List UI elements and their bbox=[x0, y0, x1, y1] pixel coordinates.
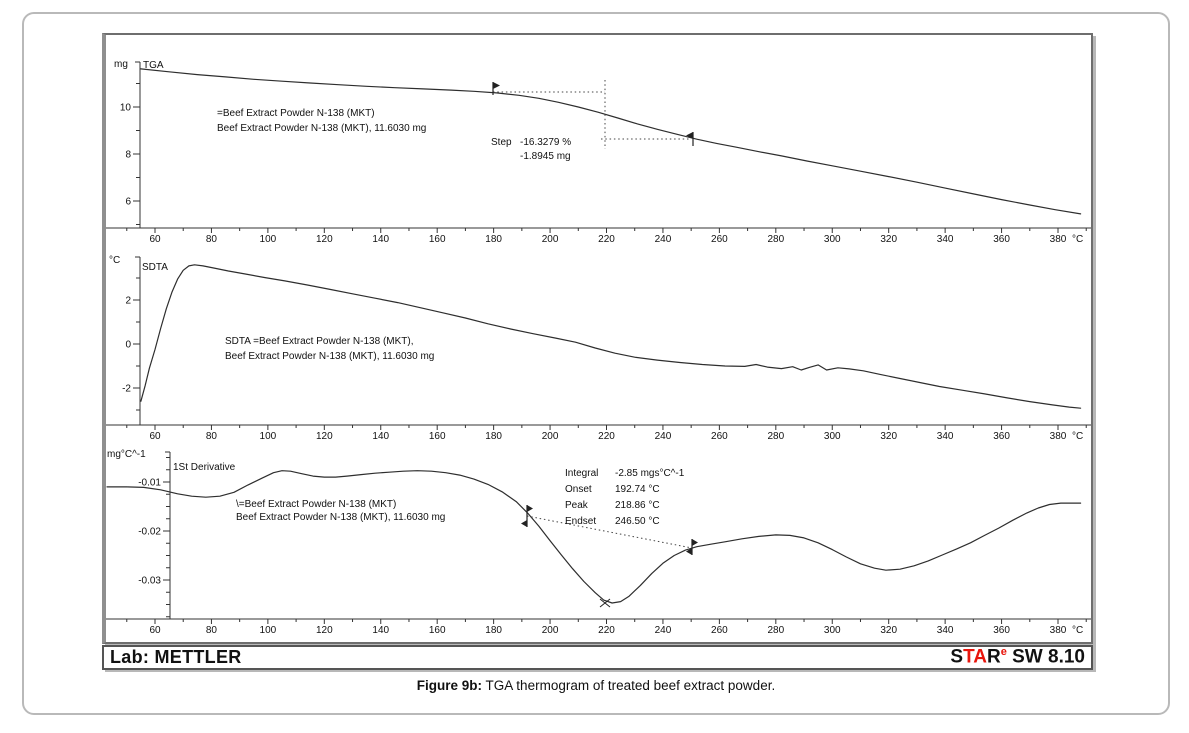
x-tick-label: 80 bbox=[205, 234, 218, 245]
annotation-step_label: Step bbox=[491, 137, 512, 148]
x-tick-label: 360 bbox=[993, 234, 1010, 245]
curve-derivative bbox=[107, 471, 1081, 603]
x-tick-label: 300 bbox=[823, 234, 841, 245]
x-tick-label: 240 bbox=[654, 625, 672, 636]
curve-tga bbox=[141, 69, 1081, 214]
status-bar bbox=[102, 645, 1093, 670]
x-tick-label: 80 bbox=[205, 431, 218, 442]
chart-frame bbox=[102, 33, 1093, 644]
x-tick-label: 200 bbox=[541, 625, 559, 636]
x-tick-label: 360 bbox=[993, 431, 1010, 442]
marker-flag bbox=[692, 539, 698, 546]
logo-part-red: TA bbox=[963, 646, 987, 668]
chart-window bbox=[102, 33, 1093, 670]
y-tick-label: -0.02 bbox=[138, 526, 161, 538]
y-tick-label: -0.03 bbox=[138, 575, 161, 587]
x-tick-label: 320 bbox=[880, 431, 898, 442]
marker-flag bbox=[521, 520, 527, 527]
x-tick-label: 140 bbox=[372, 625, 390, 636]
marker-flag bbox=[527, 505, 533, 512]
figure-caption bbox=[24, 678, 1168, 693]
y-tick-label: -0.01 bbox=[138, 477, 161, 489]
x-tick-label: 100 bbox=[259, 625, 277, 636]
x-tick-label: 300 bbox=[823, 625, 841, 636]
annotation-sample_line2: Beef Extract Powder N-138 (MKT), 11.6030 mg bbox=[225, 351, 435, 362]
x-tick-label: 60 bbox=[149, 234, 161, 245]
x-tick-label: 60 bbox=[149, 431, 161, 442]
logo-suffix: SW 8.10 bbox=[1006, 646, 1085, 668]
curve-title: TGA bbox=[143, 60, 164, 71]
result-label: Integral bbox=[565, 468, 599, 479]
annotation-sample_line1: =Beef Extract Powder N-138 (MKT) bbox=[217, 108, 375, 119]
x-tick-label: 280 bbox=[767, 431, 785, 442]
x-tick-label: 340 bbox=[936, 431, 954, 442]
x-tick-label: 380 bbox=[1049, 625, 1067, 636]
plot-tga bbox=[106, 59, 1091, 245]
caption-label: Figure 9b: bbox=[416, 678, 483, 693]
plot-sdta bbox=[106, 255, 1091, 442]
x-axis-unit-label: °C bbox=[1072, 625, 1084, 636]
x-tick-label: 380 bbox=[1049, 234, 1067, 245]
x-tick-label: 160 bbox=[428, 625, 446, 636]
x-tick-label: 360 bbox=[993, 625, 1010, 636]
thermogram-chart bbox=[106, 35, 1091, 642]
logo-superscript: e bbox=[1000, 646, 1007, 659]
x-tick-label: 260 bbox=[711, 625, 728, 636]
x-tick-label: 100 bbox=[259, 234, 277, 245]
y-tick-label: 10 bbox=[119, 102, 131, 114]
x-axis-unit-label: °C bbox=[1072, 431, 1084, 442]
result-label: Endset bbox=[565, 516, 597, 527]
result-label: Onset bbox=[565, 484, 592, 495]
x-tick-label: 120 bbox=[315, 431, 333, 442]
plot-derivative bbox=[106, 449, 1091, 636]
star-logo bbox=[950, 646, 1085, 668]
x-tick-label: 340 bbox=[936, 625, 954, 636]
x-tick-label: 120 bbox=[315, 625, 333, 636]
annotation-sample_line1: \=Beef Extract Powder N-138 (MKT) bbox=[236, 499, 397, 510]
x-tick-label: 260 bbox=[711, 234, 728, 245]
x-tick-label: 380 bbox=[1049, 431, 1067, 442]
x-tick-label: 120 bbox=[315, 234, 333, 245]
y-tick-label: -2 bbox=[122, 383, 131, 395]
x-tick-label: 260 bbox=[711, 431, 728, 442]
y-tick-label: 0 bbox=[125, 339, 131, 351]
x-tick-label: 340 bbox=[936, 234, 954, 245]
annotation-step_percent: -16.3279 % bbox=[520, 137, 572, 148]
marker-flag bbox=[493, 82, 500, 89]
x-tick-label: 140 bbox=[372, 431, 390, 442]
x-tick-label: 320 bbox=[880, 234, 898, 245]
logo-part-black1: S bbox=[950, 646, 964, 668]
annotation-sample_line2: Beef Extract Powder N-138 (MKT), 11.6030 mg bbox=[236, 512, 446, 523]
result-value: -2.85 mgs°C^-1 bbox=[615, 468, 685, 479]
x-tick-label: 220 bbox=[598, 431, 615, 442]
x-tick-label: 180 bbox=[485, 234, 502, 245]
x-tick-label: 320 bbox=[880, 625, 898, 636]
x-tick-label: 280 bbox=[767, 625, 785, 636]
result-value: 192.74 °C bbox=[615, 484, 660, 495]
x-tick-label: 200 bbox=[541, 234, 559, 245]
x-axis-unit-label: °C bbox=[1072, 234, 1084, 245]
x-tick-label: 140 bbox=[372, 234, 390, 245]
x-tick-label: 220 bbox=[598, 234, 615, 245]
y-tick-label: 8 bbox=[125, 149, 131, 161]
caption-text: TGA thermogram of treated beef extract powder. bbox=[482, 678, 776, 693]
y-axis-unit-label: mg bbox=[114, 59, 128, 70]
y-tick-label: 6 bbox=[125, 196, 131, 208]
annotation-step_mass: -1.8945 mg bbox=[520, 151, 571, 162]
figure-panel bbox=[22, 12, 1170, 715]
result-value: 246.50 °C bbox=[615, 516, 660, 527]
result-label: Peak bbox=[565, 500, 588, 511]
x-tick-label: 180 bbox=[485, 431, 502, 442]
x-tick-label: 240 bbox=[654, 431, 672, 442]
logo-part-black2: R bbox=[986, 646, 1001, 668]
annotation-sample_line2: Beef Extract Powder N-138 (MKT), 11.6030 mg bbox=[217, 123, 427, 134]
x-tick-label: 220 bbox=[598, 625, 615, 636]
x-tick-label: 180 bbox=[485, 625, 502, 636]
y-tick-label: 2 bbox=[125, 295, 131, 307]
curve-title: 1St Derivative bbox=[173, 462, 236, 473]
result-value: 218.86 °C bbox=[615, 500, 660, 511]
annotation-sample_line1: SDTA =Beef Extract Powder N-138 (MKT), bbox=[225, 336, 414, 347]
x-tick-label: 200 bbox=[541, 431, 559, 442]
x-tick-label: 240 bbox=[654, 234, 672, 245]
x-tick-label: 280 bbox=[767, 234, 785, 245]
x-tick-label: 100 bbox=[259, 431, 277, 442]
x-tick-label: 80 bbox=[205, 625, 218, 636]
y-axis-unit-label: °C bbox=[109, 255, 121, 266]
x-tick-label: 160 bbox=[428, 431, 446, 442]
x-tick-label: 300 bbox=[823, 431, 841, 442]
lab-label: Lab: METTLER bbox=[110, 647, 242, 667]
curve-title: SDTA bbox=[142, 262, 168, 273]
x-tick-label: 60 bbox=[149, 625, 161, 636]
x-tick-label: 160 bbox=[428, 234, 446, 245]
y-axis-unit-label: mg°C^-1 bbox=[107, 449, 146, 460]
